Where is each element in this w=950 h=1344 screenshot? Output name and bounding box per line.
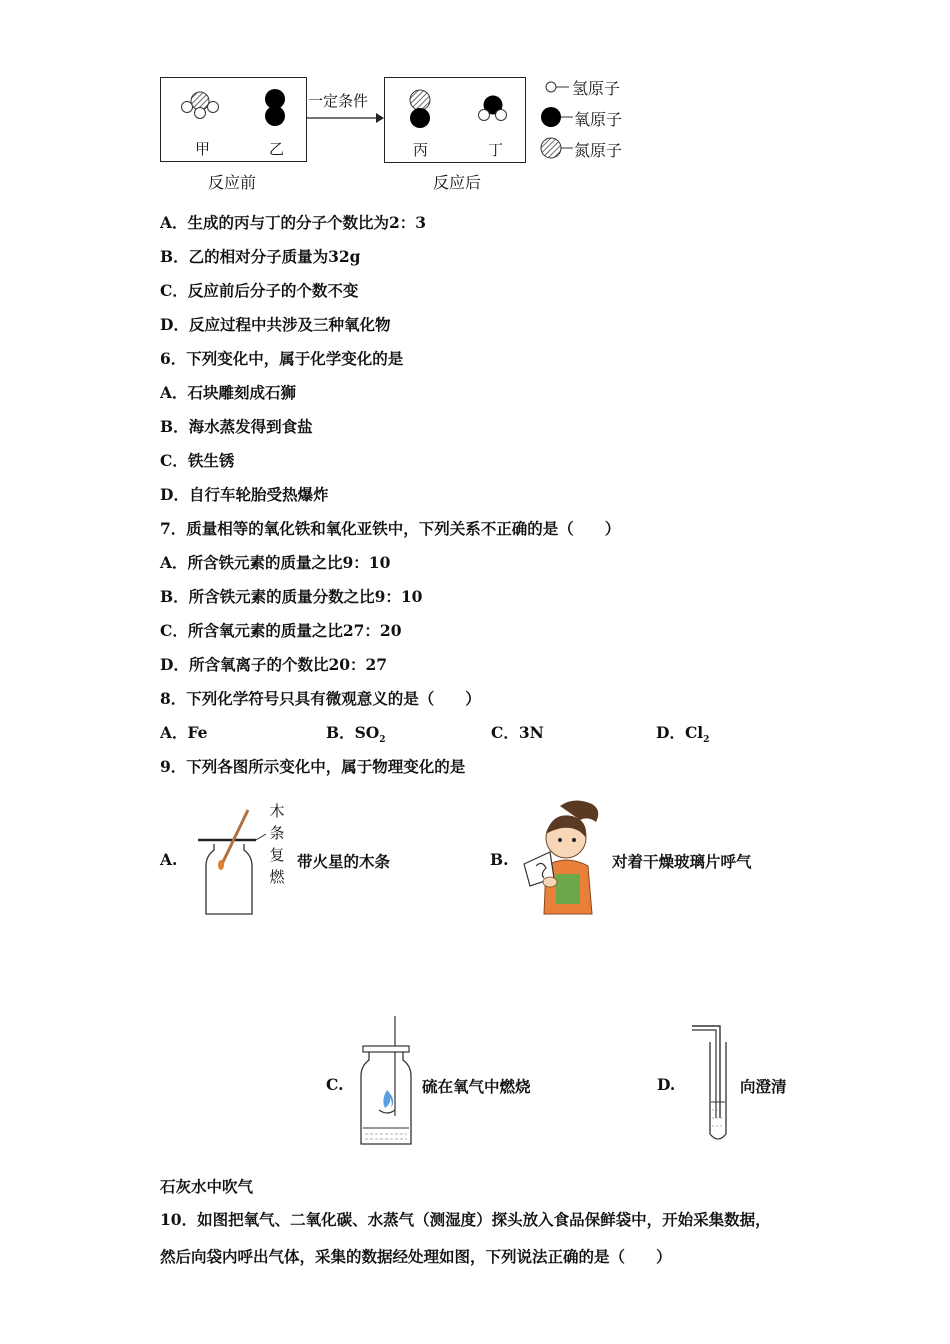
caption-before: 反应前 [208, 173, 257, 192]
label-jia: 甲 [195, 140, 211, 158]
bottle-with-stick-icon [196, 804, 266, 920]
q7-option-d: D．所含氧离子的个数比20：27 [160, 655, 388, 674]
q8-stem: 8．下列化学符号只具有微观意义的是（ ） [160, 689, 481, 708]
after-reaction-box [384, 77, 526, 163]
q5-option-b: B．乙的相对分子质量为32g [160, 247, 361, 266]
q6-option-a: A．石块雕刻成石狮 [160, 383, 297, 402]
q7-option-a: A．所含铁元素的质量之比9：10 [160, 553, 391, 572]
q10-line-1: 10．如图把氧气、二氧化碳、水蒸气（测湿度）探头放入食品保鲜袋中，开始采集数据， [160, 1210, 771, 1229]
q7-stem: 7．质量相等的氧化铁和氧化亚铁中，下列关系不正确的是（ ） [160, 519, 621, 538]
q9-a-caption: 带火星的木条 [297, 852, 391, 871]
reaction-arrow [306, 90, 384, 126]
q8-option-b: B．$SO_2$ [326, 723, 386, 746]
legend-nitrogen-text: 氮原子 [574, 141, 623, 160]
q9-stem: 9．下列各图所示变化中，属于物理变化的是 [160, 757, 466, 776]
q9-c-letter: C. [326, 1075, 344, 1094]
q5-option-d: D．反应过程中共涉及三种氧化物 [160, 315, 391, 334]
q5-option-a: A．生成的丙与丁的分子个数比为2：3 [160, 213, 427, 232]
q6-stem: 6．下列变化中，属于化学变化的是 [160, 349, 404, 368]
q5-option-c: C．反应前后分子的个数不变 [160, 281, 359, 300]
q9-a-letter: A. [160, 850, 178, 869]
before-reaction-box [160, 77, 307, 162]
legend [540, 76, 650, 166]
legend-hydrogen-text: 氢原子 [572, 79, 621, 98]
hydrogen-atom-icon [544, 80, 570, 94]
q7-option-c: C．所含氧元素的质量之比27：20 [160, 621, 402, 640]
q6-option-d: D．自行车轮胎受热爆炸 [160, 485, 329, 504]
q9-b-caption: 对着干燥玻璃片呼气 [612, 852, 752, 871]
legend-oxygen-text: 氧原子 [574, 110, 623, 129]
q10-line-2: 然后向袋内呼出气体，采集的数据经处理如图，下列说法正确的是（ ） [160, 1247, 672, 1266]
test-tube-limewater-icon [690, 1022, 730, 1146]
sulfur-burning-jar-icon [357, 1016, 417, 1148]
molecule-jia-icon [175, 86, 225, 126]
q8-option-a: A．Fe [160, 723, 208, 742]
q9-d-caption-cont: 石灰水中吹气 [160, 1177, 254, 1196]
caption-after: 反应后 [433, 173, 482, 192]
q9-d-caption: 向澄清 [740, 1077, 787, 1096]
q8-option-c: C．3N [491, 723, 544, 742]
molecule-yi-icon [259, 86, 291, 130]
arrow-condition-label: 一定条件 [308, 92, 369, 110]
q9-d-letter: D. [657, 1075, 676, 1094]
nitrogen-atom-icon [540, 137, 574, 159]
q9-a-side-label: 木 条 复 燃 [269, 802, 285, 886]
oxygen-atom-icon [540, 106, 574, 128]
q6-option-b: B．海水蒸发得到食盐 [160, 417, 313, 436]
girl-breathing-icon [522, 796, 604, 918]
molecule-bing-icon [405, 86, 435, 130]
q9-b-letter: B. [490, 850, 509, 869]
molecule-ding-icon [475, 92, 511, 126]
label-yi: 乙 [269, 140, 285, 158]
q9-c-caption: 硫在氧气中燃烧 [422, 1077, 531, 1096]
q8-option-d: D．$Cl_2$ [656, 723, 710, 746]
q6-option-c: C．铁生锈 [160, 451, 235, 470]
label-ding: 丁 [488, 141, 504, 159]
label-bing: 丙 [413, 141, 429, 159]
q7-option-b: B．所含铁元素的质量分数之比9：10 [160, 587, 423, 606]
